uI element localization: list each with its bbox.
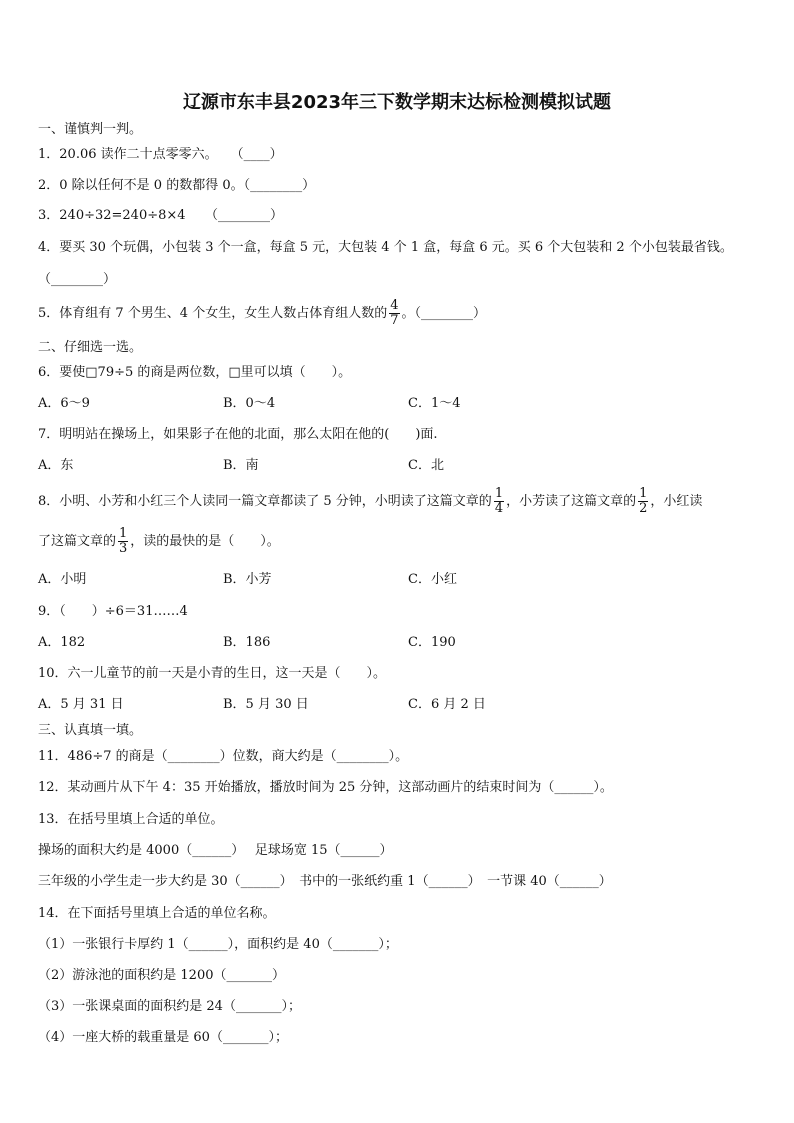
option-q8-a: A．小明 [38, 572, 87, 587]
question-13-part-a: 操场的面积大约是 4000（______） 足球场宽 15（______） [38, 843, 393, 858]
option-q6-a: A．6～9 [38, 396, 90, 411]
option-q10-c: C．6 月 2 日 [408, 697, 486, 712]
question-8-text-e: ，读的最快的是（ ）。 [130, 534, 280, 549]
question-14: 14．在下面括号里填上合适的单位名称。 [38, 906, 276, 921]
question-10: 10．六一儿童节的前一天是小青的生日，这一天是（ ）。 [38, 666, 387, 681]
fraction-numerator: 1 [639, 486, 648, 501]
fraction-q5 [389, 299, 399, 328]
option-q6-b: B．0～4 [223, 396, 276, 411]
page-title: 辽源市东丰县2023年三下数学期末达标检测模拟试题 [182, 92, 612, 113]
question-4-answer: （________） [38, 272, 117, 287]
option-q7-a: A．东 [38, 458, 74, 473]
fraction-q8-hong [118, 527, 128, 556]
fraction-denominator: 3 [119, 541, 128, 556]
option-q8-b: B．小芳 [223, 572, 272, 587]
question-8-line-1 [38, 484, 702, 520]
option-q9-a: A．182 [38, 635, 86, 650]
question-5 [38, 296, 486, 332]
question-4: 4．要买 30 个玩偶，小包装 3 个一盒，每盒 5 元，大包装 4 个 1 盒，每盒 6 元。买 6 个大包装和 2 个小包装最省钱。 [38, 240, 733, 255]
fraction-q8-ming [494, 487, 504, 516]
fraction-denominator: 7 [390, 313, 399, 328]
question-8-text-a: 8．小明、小芳和小红三个人读同一篇文章都读了 5 分钟，小明读了这篇文章的 [38, 494, 492, 509]
fraction-denominator: 2 [639, 501, 648, 516]
question-14-part-1: （1）一张银行卡厚约 1（______），面积约是 40（_______）； [38, 937, 398, 952]
question-14-part-3: （3）一张课桌面的面积约是 24（_______）； [38, 999, 301, 1014]
fraction-numerator: 4 [390, 298, 399, 313]
option-q8-c: C．小红 [408, 572, 457, 587]
question-1: 1．20.06 读作二十点零零六。 （____） [38, 147, 283, 162]
question-5-answer: 。（________） [401, 306, 487, 321]
question-6: 6．要使□79÷5 的商是两位数，□里可以填（ ）。 [38, 365, 352, 380]
question-8-text-b: ，小芳读了这篇文章的 [506, 494, 637, 509]
option-q10-b: B．5 月 30 日 [223, 697, 309, 712]
question-3: 3．240÷32=240÷8×4 （________） [38, 208, 284, 223]
fraction-numerator: 1 [494, 486, 504, 501]
option-q6-c: C．1～4 [408, 396, 461, 411]
question-12: 12．某动画片从下午 4：35 开始播放，播放时间为 25 分钟，这部动画片的结束时间为（______）。 [38, 780, 613, 795]
question-13: 13．在括号里填上合适的单位。 [38, 812, 224, 827]
option-q10-a: A．5 月 31 日 [38, 697, 124, 712]
section-heading-3: 三、认真填一填。 [38, 723, 143, 738]
option-q9-c: C．190 [408, 635, 456, 650]
fraction-numerator: 1 [119, 526, 128, 541]
question-13-part-b: 三年级的小学生走一步大约是 30（______） 书中的一张纸约重 1（______） 一节课 40（______） [38, 874, 612, 889]
question-8-text-c: ，小红读 [650, 494, 703, 509]
section-heading-1: 一、谨慎判一判。 [38, 122, 143, 137]
fraction-denominator: 4 [494, 501, 504, 516]
option-q9-b: B．186 [223, 635, 271, 650]
question-2: 2．0 除以任何不是 0 的数都得 0。（________） [38, 178, 316, 193]
option-q7-c: C．北 [408, 458, 444, 473]
question-5-text: 5．体育组有 7 个男生、4 个女生，女生人数占体育组人数的 [38, 306, 388, 321]
question-14-part-2: （2）游泳池的面积约是 1200（_______） [38, 968, 285, 983]
question-11: 11．486÷7 的商是（________）位数，商大约是（________）。 [38, 749, 409, 764]
section-heading-2: 二、仔细选一选。 [38, 340, 143, 355]
question-9: 9．（ ）÷6＝31……4 [38, 604, 188, 619]
question-8-text-d: 了这篇文章的 [38, 534, 117, 549]
question-7: 7．明明站在操场上，如果影子在他的北面，那么太阳在他的( )面. [38, 427, 438, 442]
question-8-line-2 [38, 524, 280, 560]
fraction-q8-fang [638, 487, 648, 516]
question-14-part-4: （4）一座大桥的载重量是 60（_______）； [38, 1030, 288, 1045]
option-q7-b: B．南 [223, 458, 259, 473]
